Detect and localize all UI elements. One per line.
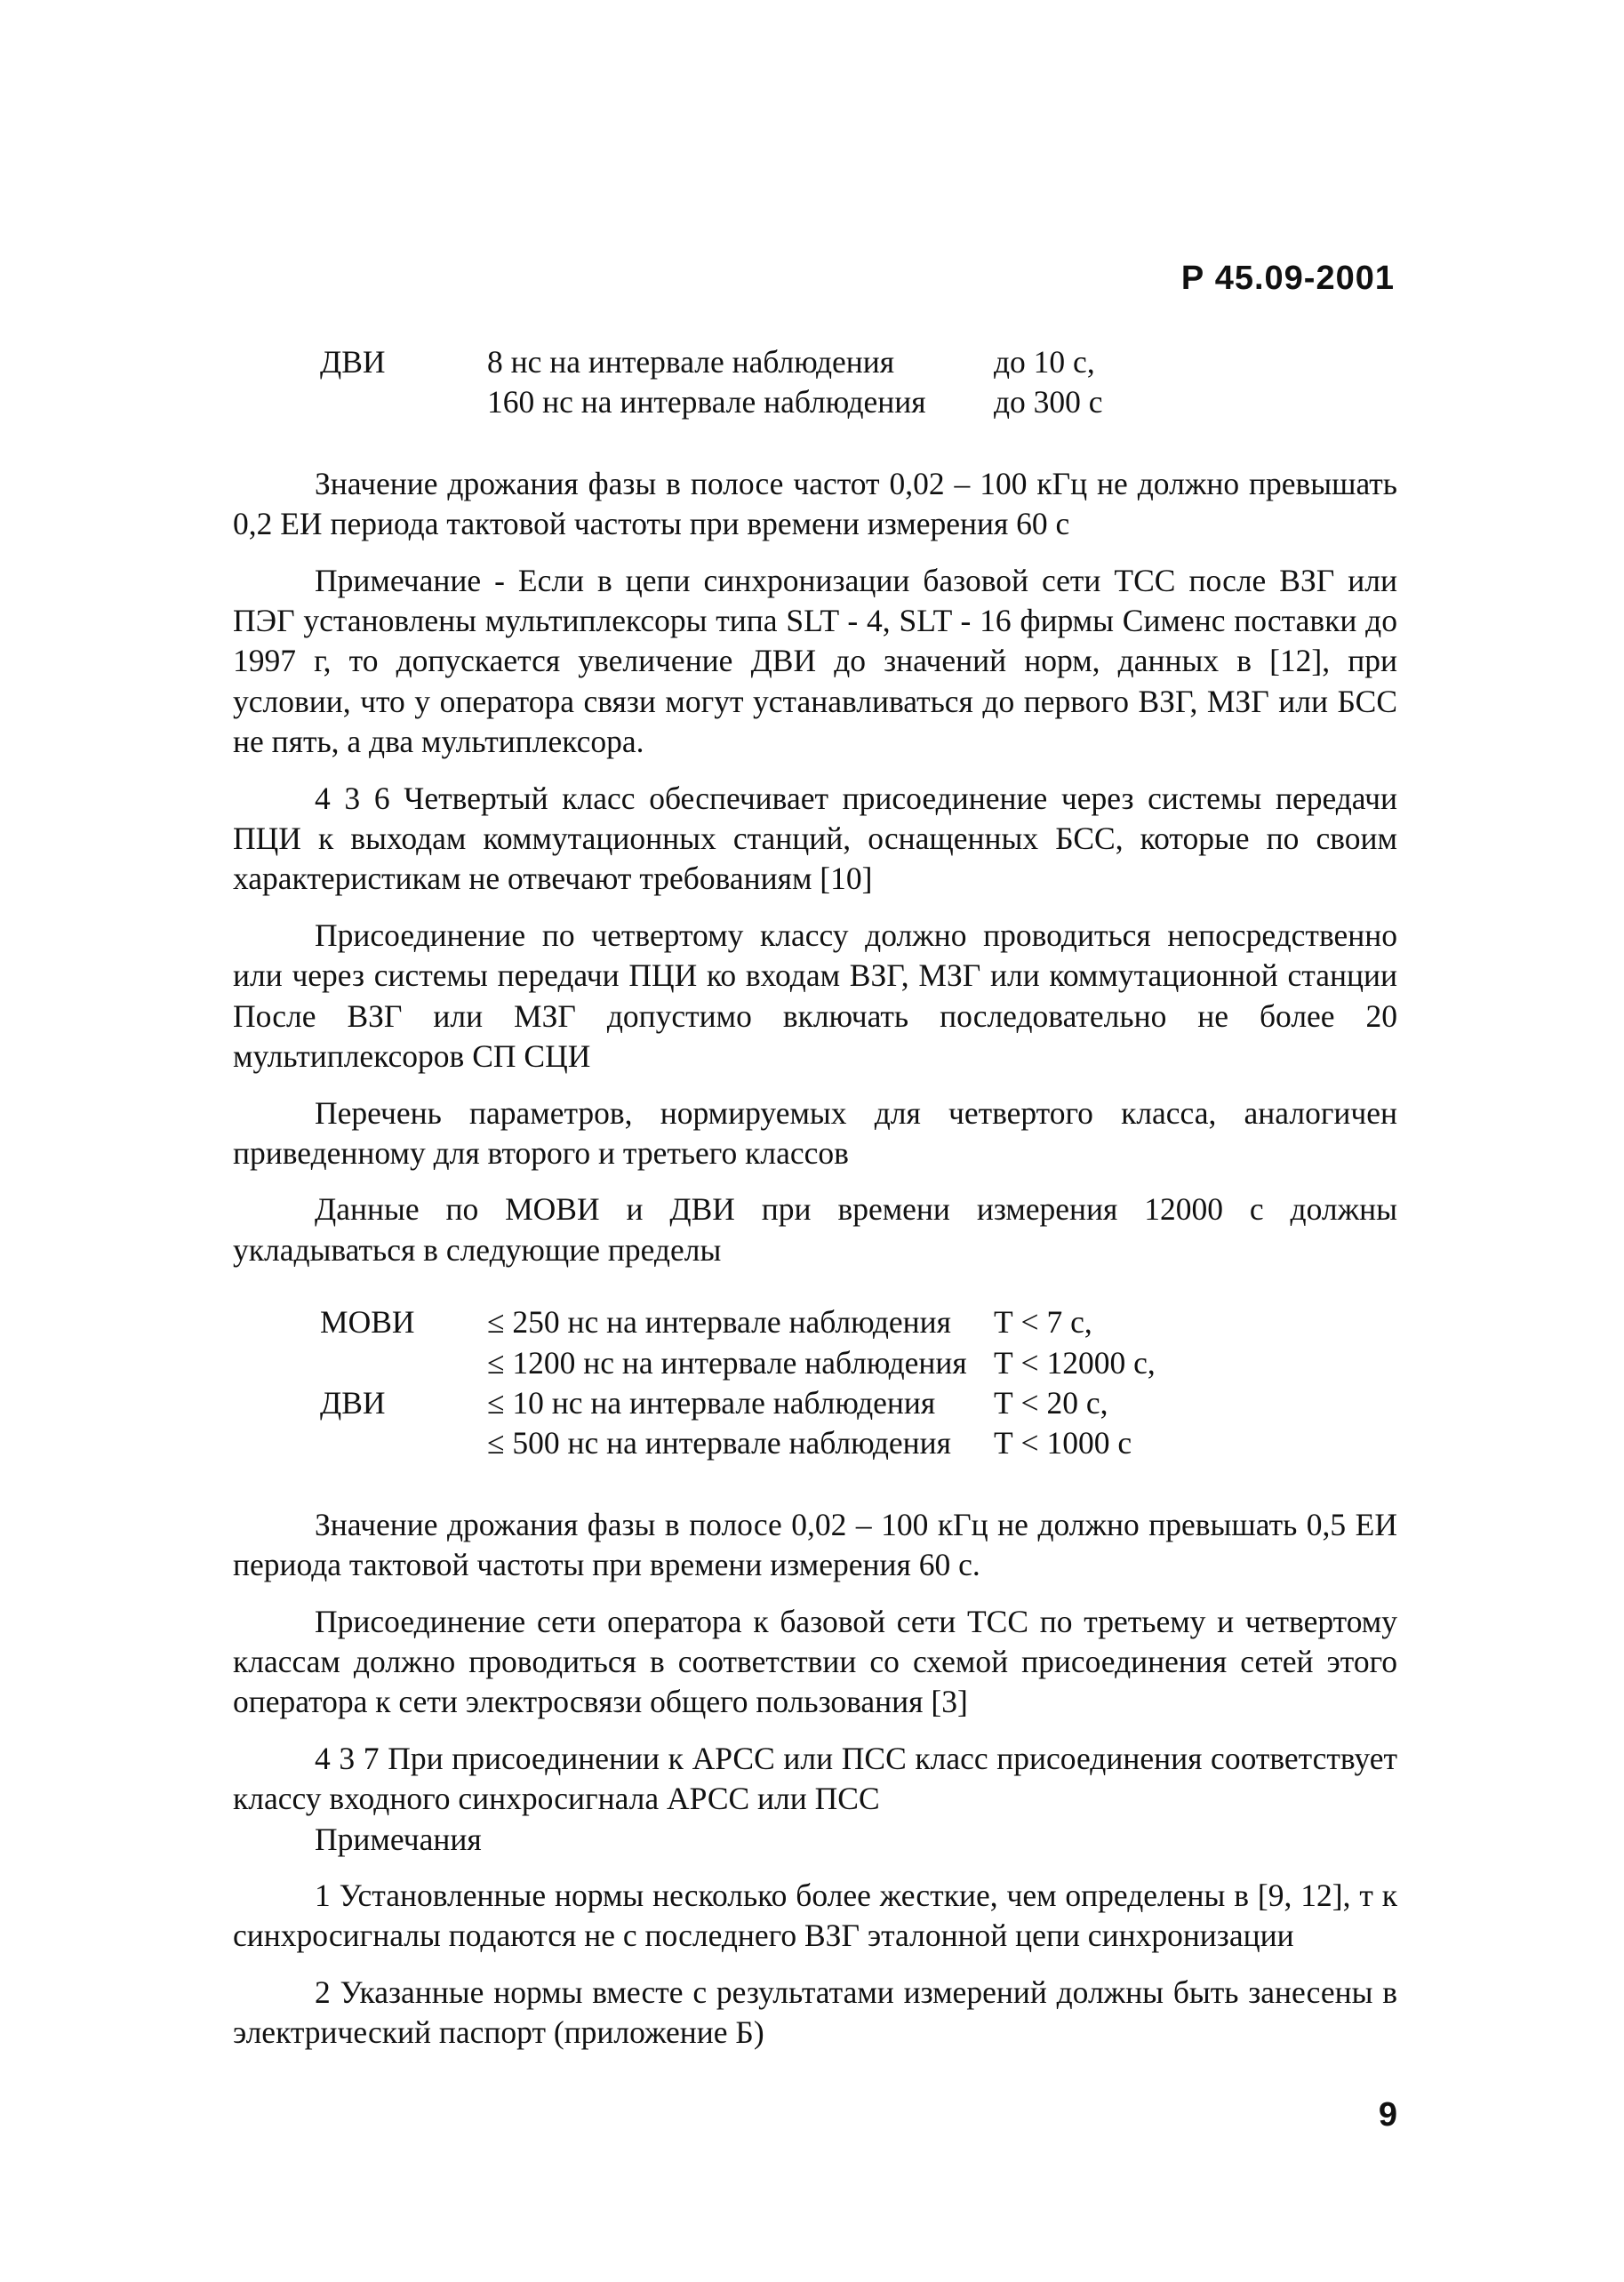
notes-title: Примечания [315,1821,482,1857]
norm-value: ≤ 250 нс на интервале наблюдения [487,1304,951,1341]
norm-value: 160 нс на интервале наблюдения [487,384,926,420]
norm-range: Т < 20 с, [994,1384,1108,1421]
norm-range: Т < 12000 с, [994,1344,1156,1381]
norm-label [233,1343,487,1383]
paragraph-operator-connection: Присоединение сети оператора к базовой сети ТСС по третьему и четвертому классам должно проводиться в соответствии со схемой присоединения сетей этого оператора к сети электросвязи общего пользования [3] [233,1603,1397,1720]
norm-label: ДВИ [320,344,386,380]
norm-label [233,1423,487,1463]
norm-row [233,382,1397,422]
paragraph-jitter-norm: Значение дрожания фазы в полосе частот 0,02 – 100 кГц не должно превышать 0,2 ЕИ периода тактовой частоты при времени измерения 60 с [233,465,1397,542]
norm-row [233,1343,1397,1383]
paragraph-class4-connection: Присоединение по четвертому классу должно проводиться непосредственно или через системы передачи ПЦИ ко входам ВЗГ, МЗГ или коммутационной станции После ВЗГ или МЗГ допустимо включать последовательно не более 20 мультиплексоров СП СЦИ [233,917,1397,1075]
norm-range: Т < 1000 с [994,1425,1132,1461]
norm-label [233,382,487,422]
norm-value: ≤ 1200 нс на интервале наблюдения [487,1344,967,1381]
norm-row [233,342,1397,382]
norm-value: 8 нс на интервале наблюдения [487,344,895,380]
paragraph-jitter-norm-class4: Значение дрожания фазы в полосе 0,02 – 100 кГц не должно превышать 0,5 ЕИ периода тактовой частоты при времени измерения 60 с. [233,1506,1397,1583]
norm-value: ≤ 10 нс на интервале наблюдения [487,1384,936,1421]
paragraph-measurement-data: Данные по МОВИ и ДВИ при времени измерения 12000 с должны укладываться в следующие пределы [233,1191,1397,1268]
page-number: 9 [1378,2096,1397,2134]
norm-row [233,1423,1397,1463]
note-2: 2 Указанные нормы вместе с результатами измерений должны быть занесены в электрический паспорт (приложение Б) [233,1974,1397,2051]
movi-dvi-norms-table [233,1302,1397,1464]
norm-row [233,1383,1397,1423]
page-body [233,342,1397,2054]
note-1: 1 Установленные нормы несколько более жесткие, чем определены в [9, 12], т к синхросигналы подаются не с последнего ВЗГ эталонной цепи синхронизации [233,1878,1397,1954]
paragraph-parameters-list: Перечень параметров, нормируемых для четвертого класса, аналогичен приведенному для второго и третьего классов [233,1094,1397,1171]
dvi-norms-table-1 [233,342,1397,423]
norm-row [233,1302,1397,1342]
norm-label: МОВИ [320,1304,415,1341]
norm-range: Т < 7 с, [994,1304,1092,1341]
norm-label: ДВИ [320,1384,386,1421]
document-code: Р 45.09-2001 [1180,260,1395,297]
norm-value: ≤ 500 нс на интервале наблюдения [487,1425,951,1461]
norm-range: до 10 с, [994,344,1095,380]
paragraph-4-3-6: 4 3 6 Четвертый класс обеспечивает присоединение через системы передачи ПЦИ к выходам коммутационных станций, оснащенных БСС, которые по своим характеристикам не отвечают требованиям [10] [233,780,1397,897]
paragraph-4-3-7: 4 3 7 При присоединении к АРСС или ПСС класс присоединения соответствует классу входного синхросигнала АРСС или ПСС [233,1740,1397,1817]
norm-range: до 300 с [994,384,1103,420]
paragraph-note: Примечание - Если в цепи синхронизации базовой сети ТСС после ВЗГ или ПЭГ установлены мультиплексоры типа SLT - 4, SLT - 16 фирмы Сименс поставки до 1997 г, то допускается увеличение ДВИ до значений норм, данных в [12], при условии, что у оператора связи могут устанавливаться до первого ВЗГ, МЗГ или БСС не пять, а два мультиплексора. [233,562,1397,760]
